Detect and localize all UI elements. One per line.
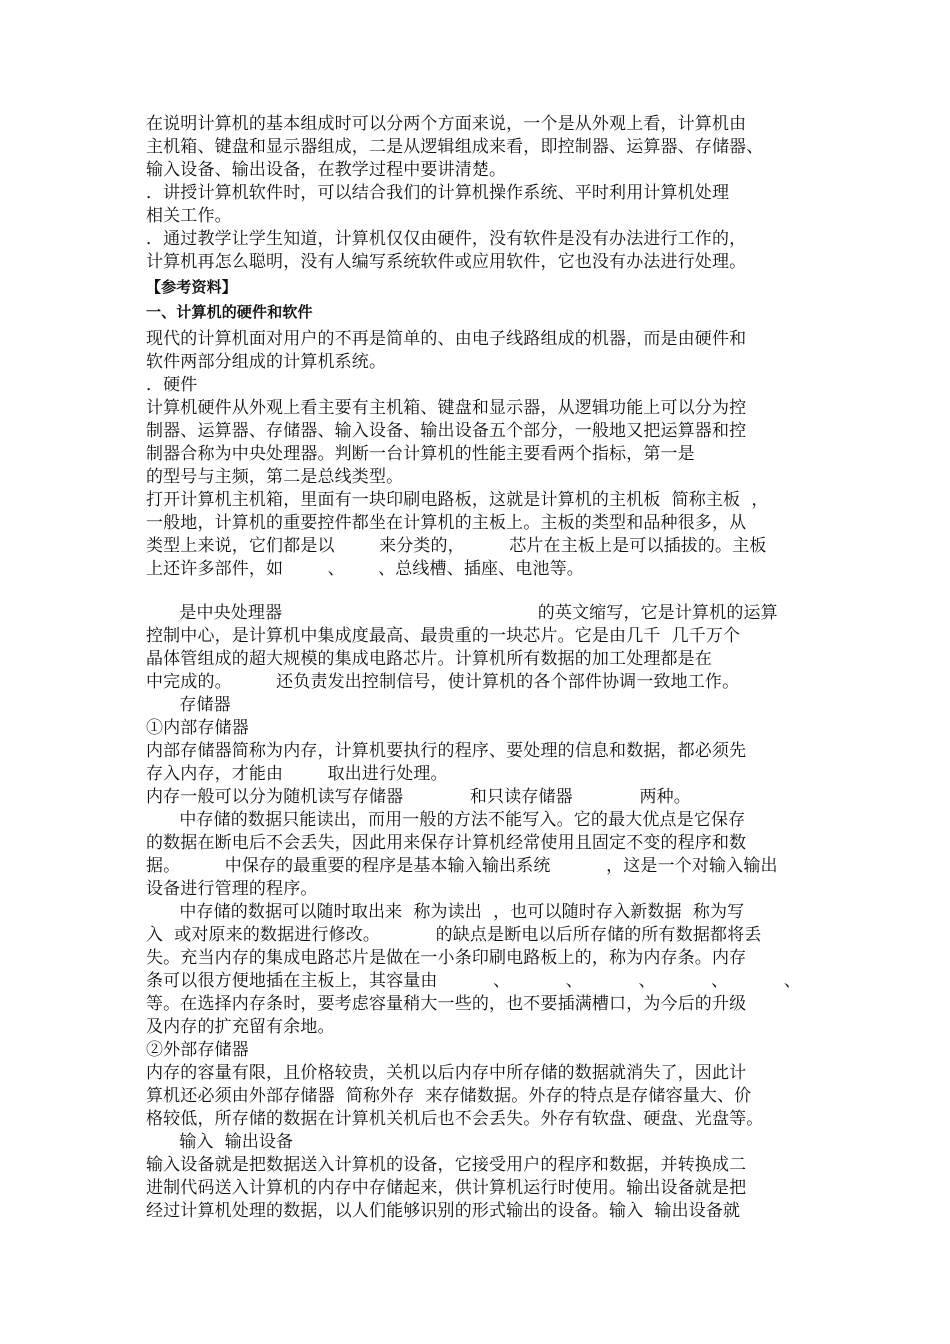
paragraph-line: 失。充当内存的集成电路芯片是做在一小条印刷电路板上的，称为内存条。内存 [146,948,747,968]
paragraph-line: 内存的容量有限，且价格较贵，关机以后内存中所存储的数据就消失了，因此计 [146,1063,747,1083]
paragraph-line: 晶体管组成的超大规模的集成电路芯片。计算机所有数据的加工处理都是在 [146,649,712,669]
paragraph-line: 计算机硬件从外观上看主要有主机箱、键盘和显示器，从逻辑功能上可以分为控 [146,398,747,418]
paragraph-line: 制器、运算器、存储器、输入设备、输出设备五个部分，一般地又把运算器和控 [146,421,747,441]
paragraph-line: 的数据在断电后不会丢失，因此用来保存计算机经常使用且固定不变的程序和数 [146,833,747,853]
paragraph-line: 中存储的数据只能读出，而用一般的方法不能写入。它的最大优点是它保存 [146,810,746,830]
paragraph-line: 一般地，计算机的重要控件都坐在计算机的主板上。主板的类型和品种很多，从 [146,513,747,533]
subheading-hardware: ．硬件 [146,375,198,395]
subheading-io-devices: 输入 输出设备 [146,1132,294,1152]
paragraph-line: 存入内存，才能由 取出进行处理。 [146,764,448,784]
paragraph-line: 的型号与主频，第二是总线类型。 [146,467,404,487]
paragraph-line: 主机箱、键盘和显示器组成，二是从逻辑组成来看，即控制器、运算器、存储器、 [146,137,764,157]
paragraph-line: 打开计算机主机箱，里面有一块印刷电路板，这就是计算机的主机板 简称主板 ， [146,490,769,510]
paragraph-line: ．讲授计算机软件时，可以结合我们的计算机操作系统、平时利用计算机处理 [146,183,730,203]
subheading-internal-storage: ①内部存储器 [146,718,249,738]
paragraph-line: 计算机再怎么聪明，没有人编写系统软件或应用软件，它也没有办法进行处理。 [146,252,747,272]
paragraph-line: 进制代码送入计算机的内存中存储起来，供计算机运行时使用。输出设备就是把 [146,1178,747,1198]
paragraph-line: 条可以很方便地插在主板上，其容量由 、 、 、 、 、 [146,971,801,991]
paragraph-line: 据。 中保存的最重要的程序是基本输入输出系统 ，这是一个对输入输出 [146,856,778,876]
section-heading: 一、计算机的硬件和软件 [146,303,313,321]
paragraph-line: 入 或对原来的数据进行修改。 的缺点是断电以后所存储的所有数据都将丢 [146,925,762,945]
paragraph-line: 软件两部分组成的计算机系统。 [146,352,387,372]
paragraph-line: ．通过教学让学生知道，计算机仅仅由硬件，没有软件是没有办法进行工作的， [146,229,747,249]
paragraph-line: 中完成的。 还负责发出控制信号，使计算机的各个部件协调一致地工作。 [146,672,740,692]
paragraph-line: 现代的计算机面对用户的不再是简单的、由电子线路组成的机器，而是由硬件和 [146,329,747,349]
paragraph-line: 设备进行管理的程序。 [146,879,318,899]
paragraph-line: 类型上来说，它们都是以 来分类的， 芯片在主板上是可以插拔的。主板 [146,536,767,556]
paragraph-line: 制器合称为中央处理器。判断一台计算机的性能主要看两个指标，第一是 [146,444,695,464]
paragraph-line: 内部存储器简称为内存，计算机要执行的程序、要处理的信息和数据，都必须先 [146,741,747,761]
paragraph-line: 中存储的数据可以随时取出来 称为读出 ，也可以随时存入新数据 称为写 [146,902,745,922]
paragraph-line: 及内存的扩充留有余地。 [146,1017,335,1037]
paragraph-line: 上还许多部件，如 、 、总线槽、插座、电池等。 [146,559,584,579]
paragraph-line: 在说明计算机的基本组成时可以分两个方面来说，一个是从外观上看，计算机由 [146,114,747,134]
paragraph-line: 算机还必须由外部存储器 简称外存 来存储数据。外存的特点是存储容量大、价 [146,1086,752,1106]
paragraph-line: 等。在选择内存条时，要考虑容量稍大一些的，也不要插满槽口，为今后的升级 [146,994,747,1014]
reference-heading: 【参考资料】 [146,278,237,296]
paragraph-line: 是中央处理器 的英文缩写，它是计算机的运算 [146,603,778,623]
paragraph-line: 输入设备就是把数据送入计算机的设备，它接受用户的程序和数据，并转换成二 [146,1155,747,1175]
paragraph-line: 控制中心，是计算机中集成度最高、最贵重的一块芯片。它是由几千 几千万个 [146,626,741,646]
paragraph-line: 经过计算机处理的数据，以人们能够识别的形式输出的设备。输入 输出设备就 [146,1201,741,1221]
subheading-external-storage: ②外部存储器 [146,1040,249,1060]
subheading-storage: 存储器 [146,695,231,715]
paragraph-line: 相关工作。 [146,206,232,226]
paragraph-line: 输入设备、输出设备，在教学过程中要讲清楚。 [146,160,507,180]
paragraph-line: 内存一般可以分为随机读写存储器 和只读存储器 两种。 [146,787,691,807]
paragraph-line: 格较低，所存储的数据在计算机关机后也不会丢失。外存有软盘、硬盘、光盘等。 [146,1109,764,1129]
